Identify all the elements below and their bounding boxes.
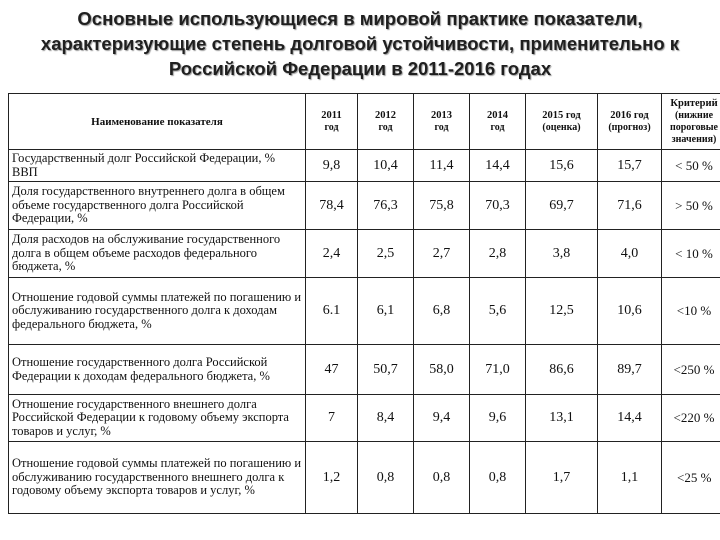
cell-2013: 6,8 [414,278,470,345]
cell-2012: 10,4 [358,150,414,182]
header-2014: 2014 год [470,94,526,150]
cell-2014: 71,0 [470,345,526,395]
cell-2013: 2,7 [414,230,470,278]
table-row [9,395,720,442]
cell-2016: 89,7 [598,345,662,395]
cell-2015: 69,7 [526,182,598,230]
row-name: Доля расходов на обслуживание государственного долга в общем объеме расходов федерального бюджета, % [9,230,306,278]
table-row [9,182,720,230]
title-line-1: Основные использующиеся в мировой практике показатели, [77,8,643,29]
table-row [9,230,720,278]
header-2016: 2016 год (прогноз) [598,94,662,150]
cell-2015: 86,6 [526,345,598,395]
cell-2012: 50,7 [358,345,414,395]
cell-2015: 1,7 [526,442,598,514]
cell-2013: 58,0 [414,345,470,395]
header-2013: 2013 год [414,94,470,150]
cell-2011: 47 [306,345,358,395]
cell-2014: 9,6 [470,395,526,442]
header-2015: 2015 год (оценка) [526,94,598,150]
cell-2015: 12,5 [526,278,598,345]
cell-criterion: <250 % [662,345,720,395]
cell-2014: 0,8 [470,442,526,514]
table-row [9,278,720,345]
cell-criterion: <220 % [662,395,720,442]
row-name: Государственный долг Российской Федерации, % ВВП [9,150,306,182]
cell-2014: 5,6 [470,278,526,345]
cell-2011: 2,4 [306,230,358,278]
row-name: Отношение государственного долга Российской Федерации к доходам федерального бюджета, % [9,345,306,395]
cell-2016: 10,6 [598,278,662,345]
cell-2011: 1,2 [306,442,358,514]
page-title [10,6,710,81]
cell-2014: 14,4 [470,150,526,182]
cell-2016: 4,0 [598,230,662,278]
cell-2013: 75,8 [414,182,470,230]
row-name: Отношение государственного внешнего долга Российской Федерации к годовому объему экспорта товаров и услуг, % [9,395,306,442]
cell-2015: 3,8 [526,230,598,278]
header-criterion: Критерий (нижние пороговые значения) [662,94,720,150]
row-name: Отношение годовой суммы платежей по погашению и обслуживанию государственного долга к доходам федерального бюджета, % [9,278,306,345]
table-header-row [9,94,720,150]
cell-2011: 9,8 [306,150,358,182]
cell-2011: 6.1 [306,278,358,345]
cell-2016: 14,4 [598,395,662,442]
cell-2015: 15,6 [526,150,598,182]
cell-2013: 11,4 [414,150,470,182]
cell-criterion: < 10 % [662,230,720,278]
table-row [9,345,720,395]
header-2011: 2011 год [306,94,358,150]
cell-2012: 0,8 [358,442,414,514]
debt-indicators-table [8,93,720,514]
cell-2012: 76,3 [358,182,414,230]
cell-2014: 70,3 [470,182,526,230]
header-name: Наименование показателя [9,94,306,150]
header-2012: 2012 год [358,94,414,150]
cell-criterion: <10 % [662,278,720,345]
cell-2013: 9,4 [414,395,470,442]
title-line-2: характеризующие степень долговой устойчивости, применительно к [40,33,680,54]
cell-2011: 78,4 [306,182,358,230]
cell-2012: 8,4 [358,395,414,442]
cell-criterion: < 50 % [662,150,720,182]
cell-2013: 0,8 [414,442,470,514]
cell-2016: 1,1 [598,442,662,514]
row-name: Доля государственного внутреннего долга в общем объеме государственного долга Российской Федерации, % [9,182,306,230]
cell-2012: 2,5 [358,230,414,278]
cell-2011: 7 [306,395,358,442]
title-line-3: Российской Федерации в 2011-2016 годах [168,58,552,79]
cell-2014: 2,8 [470,230,526,278]
cell-2015: 13,1 [526,395,598,442]
cell-criterion: > 50 % [662,182,720,230]
table-row [9,150,720,182]
row-name: Отношение годовой суммы платежей по погашению и обслуживанию государственного внешнего долга к годовому объему экспорта товаров и услуг, % [9,442,306,514]
cell-2012: 6,1 [358,278,414,345]
cell-criterion: <25 % [662,442,720,514]
cell-2016: 15,7 [598,150,662,182]
cell-2016: 71,6 [598,182,662,230]
table-row [9,442,720,514]
